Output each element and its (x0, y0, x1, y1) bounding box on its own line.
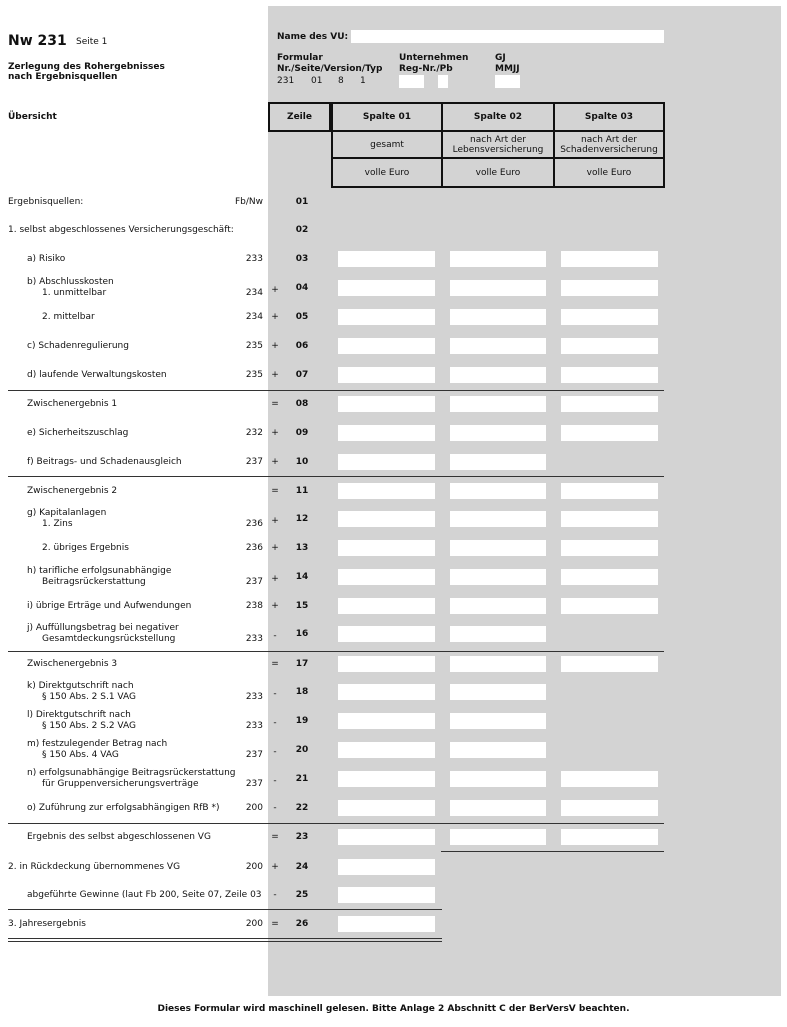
spalte01-header: Spalte 01 (331, 102, 443, 132)
row-operator: - (273, 689, 277, 699)
subtitle-line1: Zerlegung des Rohergebnisses (8, 62, 165, 72)
row-fb-ref: 233 (245, 634, 263, 644)
gj-sub: MMJJ (495, 64, 520, 74)
input-zeile-06-spalte-02[interactable] (450, 338, 546, 354)
input-zeile-18-spalte-01[interactable] (338, 684, 435, 700)
vu-label: Name des VU: (277, 32, 349, 42)
input-zeile-11-spalte-03[interactable] (561, 483, 658, 499)
row-number: 13 (295, 543, 309, 553)
row-fb-ref: 234 (245, 312, 263, 322)
row-number: 04 (295, 283, 309, 293)
input-zeile-20-spalte-01[interactable] (338, 742, 435, 758)
row-operator: + (271, 370, 279, 380)
row-fb-ref: 200 (245, 919, 263, 929)
input-zeile-19-spalte-01[interactable] (338, 713, 435, 729)
input-zeile-05-spalte-01[interactable] (338, 309, 435, 325)
row-fb-ref: 233 (245, 692, 263, 702)
row-label: n) erfolgsunabhängige Beitragsrückerstattung (27, 768, 236, 778)
pb-field[interactable] (438, 75, 448, 88)
row-operator: - (273, 718, 277, 728)
row-fb-ref: 233 (245, 721, 263, 731)
row-fb-ref: 234 (245, 288, 263, 298)
separator-line (8, 909, 442, 910)
separator-line (8, 476, 664, 477)
input-zeile-06-spalte-03[interactable] (561, 338, 658, 354)
row-number: 15 (295, 601, 309, 611)
row-operator: - (273, 631, 277, 641)
row-number: 25 (295, 890, 309, 900)
input-zeile-17-spalte-02[interactable] (450, 656, 546, 672)
row-number: 23 (295, 832, 309, 842)
row-number: 20 (295, 745, 309, 755)
input-zeile-19-spalte-02[interactable] (450, 713, 546, 729)
row-operator: + (271, 862, 279, 872)
spalte02-unit: volle Euro (441, 159, 555, 188)
row-label-line2: § 150 Abs. 4 VAG (42, 750, 119, 760)
input-zeile-26-spalte-01[interactable] (338, 916, 435, 932)
row-label-line2: für Gruppenversicherungsverträge (42, 779, 199, 789)
row-label: c) Schadenregulierung (27, 341, 129, 351)
row-fb-ref: 237 (245, 457, 263, 467)
row-operator: + (271, 574, 279, 584)
spalte01-desc: gesamt (331, 132, 443, 159)
row-fb-ref: 200 (245, 862, 263, 872)
input-zeile-11-spalte-02[interactable] (450, 483, 546, 499)
formular-sub: Nr./Seite/Version/Typ (277, 64, 383, 74)
row-number: 16 (295, 629, 309, 639)
input-zeile-09-spalte-01[interactable] (338, 425, 435, 441)
input-zeile-04-spalte-01[interactable] (338, 280, 435, 296)
spalte01-unit: volle Euro (331, 159, 443, 188)
form-code: Nw 231 (8, 33, 67, 49)
row-number: 24 (295, 862, 309, 872)
row-operator: - (273, 747, 277, 757)
row-fb-ref: 235 (245, 370, 263, 380)
input-zeile-15-spalte-03[interactable] (561, 598, 658, 614)
row-label: b) Abschlusskosten (27, 277, 114, 287)
input-zeile-12-spalte-02[interactable] (450, 511, 546, 527)
input-zeile-08-spalte-01[interactable] (338, 396, 435, 412)
spalte03-desc (553, 132, 665, 159)
input-zeile-14-spalte-01[interactable] (338, 569, 435, 585)
row-number: 12 (295, 514, 309, 524)
row-fb-ref: 237 (245, 750, 263, 760)
input-zeile-15-spalte-01[interactable] (338, 598, 435, 614)
input-zeile-05-spalte-03[interactable] (561, 309, 658, 325)
row-fb-ref: 237 (245, 779, 263, 789)
row-fb-ref: 233 (245, 254, 263, 264)
separator-line (8, 651, 664, 652)
row-label: l) Direktgutschrift nach (27, 710, 131, 720)
input-zeile-21-spalte-02[interactable] (450, 771, 546, 787)
row-label: abgeführte Gewinne (laut Fb 200, Seite 07, Zeile 03 (27, 890, 262, 900)
row-fb-ref: 232 (245, 428, 263, 438)
row-label: a) Risiko (27, 254, 66, 264)
input-zeile-05-spalte-02[interactable] (450, 309, 546, 325)
row-number: 14 (295, 572, 309, 582)
row-label: g) Kapitalanlagen (27, 508, 107, 518)
row-label-line2: § 150 Abs. 2 S.2 VAG (42, 721, 136, 731)
input-zeile-16-spalte-02[interactable] (450, 626, 546, 642)
row-operator: + (271, 341, 279, 351)
row-label: k) Direktgutschrift nach (27, 681, 134, 691)
total-underline (8, 938, 442, 939)
row-operator: = (271, 659, 279, 669)
formular-label: Formular (277, 53, 323, 63)
row-fb-ref: 238 (245, 601, 263, 611)
input-zeile-09-spalte-03[interactable] (561, 425, 658, 441)
spalte02-desc (441, 132, 555, 159)
formular-seite: 01 (311, 76, 323, 86)
input-zeile-07-spalte-02[interactable] (450, 367, 546, 383)
row-number: 18 (295, 687, 309, 697)
row-label: 2. in Rückdeckung übernommenes VG (8, 862, 181, 872)
row-number: 01 (295, 197, 309, 207)
row-label: o) Zuführung zur erfolgsabhängigen RfB *) (27, 803, 220, 813)
row-fb-ref: 237 (245, 577, 263, 587)
row-label: d) laufende Verwaltungskosten (27, 370, 167, 380)
row-label-line2: Gesamtdeckungsrückstellung (42, 634, 176, 644)
input-zeile-20-spalte-02[interactable] (450, 742, 546, 758)
input-zeile-16-spalte-01[interactable] (338, 626, 435, 642)
formular-typ: 1 (360, 76, 366, 86)
row-operator: + (271, 457, 279, 467)
gj-field[interactable] (495, 75, 520, 88)
spalte02-desc-l2: Lebensversicherung (452, 144, 544, 155)
input-zeile-13-spalte-01[interactable] (338, 540, 435, 556)
row-label: i) übrige Erträge und Aufwendungen (27, 601, 192, 611)
row-label: 2. übriges Ergebnis (42, 543, 129, 553)
input-zeile-21-spalte-03[interactable] (561, 771, 658, 787)
row-number: 06 (295, 341, 309, 351)
row-label: 2. mittelbar (42, 312, 95, 322)
row-number: 08 (295, 399, 309, 409)
input-zeile-04-spalte-03[interactable] (561, 280, 658, 296)
spalte03-header: Spalte 03 (553, 102, 665, 132)
row-operator: - (273, 890, 277, 900)
row-operator: - (273, 803, 277, 813)
row-operator: = (271, 486, 279, 496)
row-label-line2: Beitragsrückerstattung (42, 577, 146, 587)
input-zeile-03-spalte-01[interactable] (338, 251, 435, 267)
row-number: 05 (295, 312, 309, 322)
row-label: Ergebnis des selbst abgeschlossenen VG (27, 832, 211, 842)
input-zeile-14-spalte-02[interactable] (450, 569, 546, 585)
input-zeile-08-spalte-03[interactable] (561, 396, 658, 412)
row-label: Ergebnisquellen: (8, 197, 84, 207)
row-label: 3. Jahresergebnis (8, 919, 86, 929)
reg-nr-field[interactable] (399, 75, 424, 88)
subtitle-line2: nach Ergebnisquellen (8, 72, 118, 82)
row-number: 17 (295, 659, 309, 669)
input-zeile-23-spalte-02[interactable] (450, 829, 546, 845)
input-zeile-04-spalte-02[interactable] (450, 280, 546, 296)
row-number: 19 (295, 716, 309, 726)
row-label: 1. selbst abgeschlossenes Versicherungsgeschäft: (8, 225, 234, 235)
row-label: f) Beitrags- und Schadenausgleich (27, 457, 182, 467)
row-number: 09 (295, 428, 309, 438)
row-operator: = (271, 919, 279, 929)
row-operator: + (271, 543, 279, 553)
row-fb-ref: 235 (245, 341, 263, 351)
row-label: Zwischenergebnis 2 (27, 486, 118, 496)
input-zeile-13-spalte-03[interactable] (561, 540, 658, 556)
input-zeile-06-spalte-01[interactable] (338, 338, 435, 354)
input-zeile-07-spalte-01[interactable] (338, 367, 435, 383)
input-zeile-22-spalte-03[interactable] (561, 800, 658, 816)
footer-note: Dieses Formular wird maschinell gelesen. Bitte Anlage 2 Abschnitt C der BerVersV beachten. (157, 1004, 630, 1014)
row-number: 26 (295, 919, 309, 929)
spalte03-desc-l2: Schadenversicherung (560, 144, 658, 155)
row-number: 21 (295, 774, 309, 784)
input-zeile-12-spalte-01[interactable] (338, 511, 435, 527)
row-label: Zwischenergebnis 1 (27, 399, 118, 409)
row-operator: = (271, 399, 279, 409)
section-title: Übersicht (8, 112, 57, 122)
row-label: h) tarifliche erfolgsunabhängige (27, 566, 172, 576)
formular-nr: 231 (277, 76, 295, 86)
row-label-line2: 1. Zins (42, 519, 73, 529)
input-zeile-23-spalte-03[interactable] (561, 829, 658, 845)
input-zeile-10-spalte-01[interactable] (338, 454, 435, 470)
spalte02-header: Spalte 02 (441, 102, 555, 132)
unternehmen-label: Unternehmen (399, 53, 469, 63)
row-label: m) festzulegender Betrag nach (27, 739, 168, 749)
row-number: 11 (295, 486, 309, 496)
row-operator: + (271, 428, 279, 438)
input-zeile-17-spalte-03[interactable] (561, 656, 658, 672)
input-zeile-24-spalte-01[interactable] (338, 859, 435, 875)
gj-label: GJ (495, 53, 506, 63)
row-fb-ref: 236 (245, 519, 263, 529)
row-operator: + (271, 601, 279, 611)
input-zeile-03-spalte-02[interactable] (450, 251, 546, 267)
input-zeile-22-spalte-01[interactable] (338, 800, 435, 816)
spalte02-desc-l1: nach Art der (470, 134, 526, 145)
row-operator: + (271, 516, 279, 526)
input-zeile-11-spalte-01[interactable] (338, 483, 435, 499)
input-zeile-22-spalte-02[interactable] (450, 800, 546, 816)
input-zeile-23-spalte-01[interactable] (338, 829, 435, 845)
input-zeile-25-spalte-01[interactable] (338, 887, 435, 903)
separator-line (8, 823, 664, 824)
page-number: Seite 1 (76, 37, 108, 47)
input-zeile-07-spalte-03[interactable] (561, 367, 658, 383)
row-fb-ref: 236 (245, 543, 263, 553)
row-operator: + (271, 312, 279, 322)
row-operator: = (271, 832, 279, 842)
row-operator: + (271, 285, 279, 295)
vu-name-field[interactable] (351, 30, 664, 43)
row-label: e) Sicherheitszuschlag (27, 428, 129, 438)
input-zeile-18-spalte-02[interactable] (450, 684, 546, 700)
input-zeile-10-spalte-02[interactable] (450, 454, 546, 470)
row-number: 22 (295, 803, 309, 813)
unternehmen-sub: Reg-Nr./Pb (399, 64, 453, 74)
separator-line (8, 390, 664, 391)
input-zeile-14-spalte-03[interactable] (561, 569, 658, 585)
row-fb-ref: 200 (245, 803, 263, 813)
zeile-header: Zeile (268, 102, 331, 132)
formular-version: 8 (338, 76, 344, 86)
input-zeile-15-spalte-02[interactable] (450, 598, 546, 614)
spalte03-desc-l1: nach Art der (581, 134, 637, 145)
input-zeile-09-spalte-02[interactable] (450, 425, 546, 441)
total-underline (8, 941, 442, 942)
input-zeile-17-spalte-01[interactable] (338, 656, 435, 672)
row-operator: - (273, 776, 277, 786)
input-zeile-13-spalte-02[interactable] (450, 540, 546, 556)
row-label-line2: 1. unmittelbar (42, 288, 107, 298)
fbnw-header: Fb/Nw (234, 197, 263, 207)
row-number: 02 (295, 225, 309, 235)
row-label: j) Auffüllungsbetrag bei negativer (27, 623, 179, 633)
spalte03-unit: volle Euro (553, 159, 665, 188)
separator-line (441, 851, 664, 852)
row-number: 07 (295, 370, 309, 380)
input-zeile-12-spalte-03[interactable] (561, 511, 658, 527)
input-zeile-03-spalte-03[interactable] (561, 251, 658, 267)
row-number: 10 (295, 457, 309, 467)
row-label-line2: § 150 Abs. 2 S.1 VAG (42, 692, 136, 702)
row-label: Zwischenergebnis 3 (27, 659, 118, 669)
row-number: 03 (295, 254, 309, 264)
input-zeile-08-spalte-02[interactable] (450, 396, 546, 412)
input-zeile-21-spalte-01[interactable] (338, 771, 435, 787)
